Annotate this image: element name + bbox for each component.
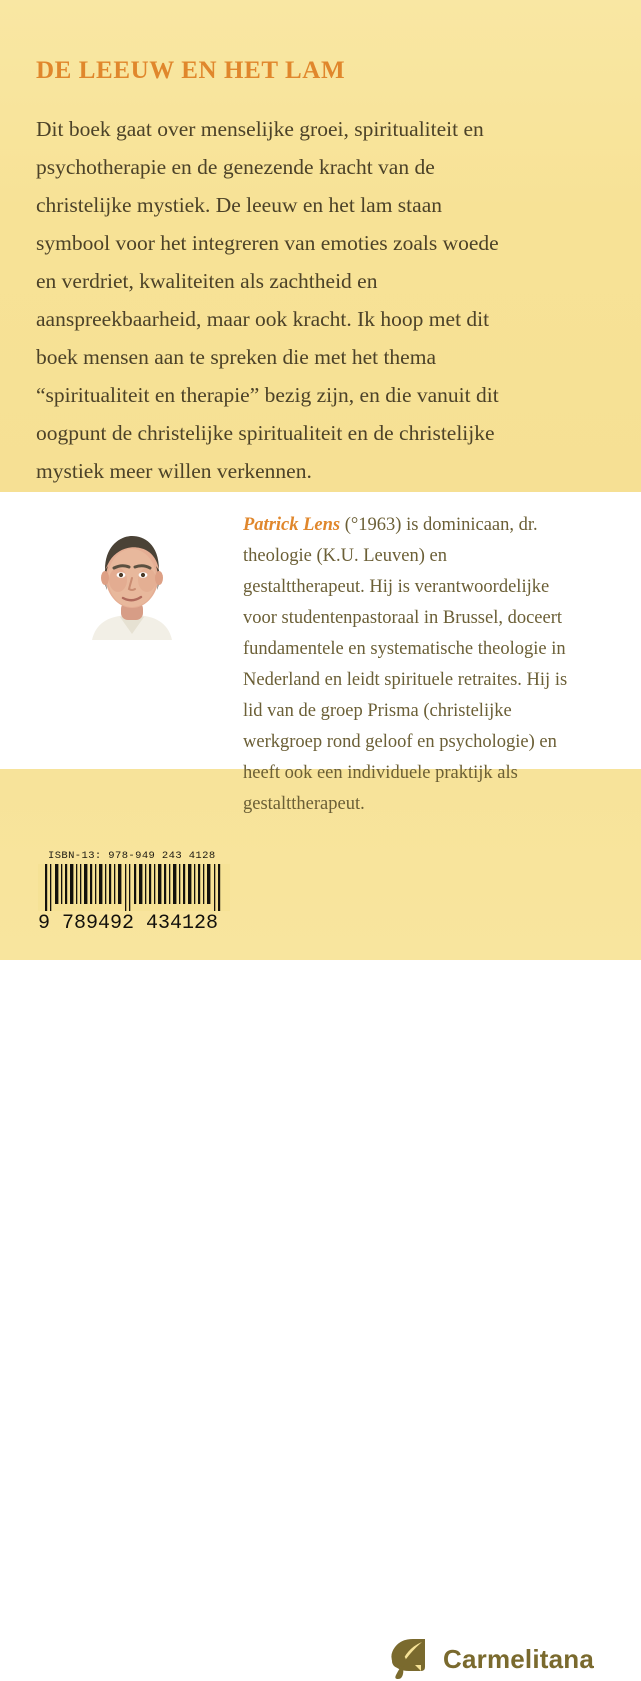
blurb-section [0, 0, 641, 492]
isbn-barcode [38, 850, 230, 935]
barcode-digits: 9 789492 434128 [38, 912, 219, 935]
page-title: DE LEEUW EN HET LAM [36, 57, 346, 84]
author-portrait-photo [78, 518, 186, 640]
publisher-logo [389, 1637, 594, 1681]
author-bio-text: (°1963) is dominicaan, dr. theologie (K.U. Leuven) en gestalttherapeut. Hij is verantwoordelijke voor studentenpastoraal in Brussel, doceert fundamentele en systematische theologie in Nederland en leidt spirituele retraites. Hij is lid van de groep Prisma (christelijke werkgroep rond geloof en psychologie) en heeft ook een individuele praktijk als gestalttherapeut. [243, 515, 568, 814]
leaf-icon [389, 1637, 429, 1681]
author-section [0, 492, 641, 814]
book-description: Dit boek gaat over menselijke groei, spiritualiteit en psychotherapie en de genezende kracht van de christelijke mystiek. De leeuw en het lam staan symbool voor het integreren van emoties zoals woede en verdriet, kwaliteiten als zachtheid en aanspreekbaarheid, maar ook kracht. Ik hoop met dit boek mensen aan te spreken die met het thema “spiritualiteit en therapie” bezig zijn, en die vanuit dit oogpunt de christelijke spiritualiteit en de christelijke mystiek meer willen verkennen. [36, 117, 499, 483]
publisher-name: Carmelitana [443, 1643, 595, 1674]
author-name: Patrick Lens [243, 515, 341, 535]
imprint-section [0, 769, 641, 1674]
portrait-illustration [78, 518, 186, 640]
isbn-label: ISBN-13: 978-949 243 4128 [48, 850, 216, 862]
barcode-bars [38, 864, 230, 911]
